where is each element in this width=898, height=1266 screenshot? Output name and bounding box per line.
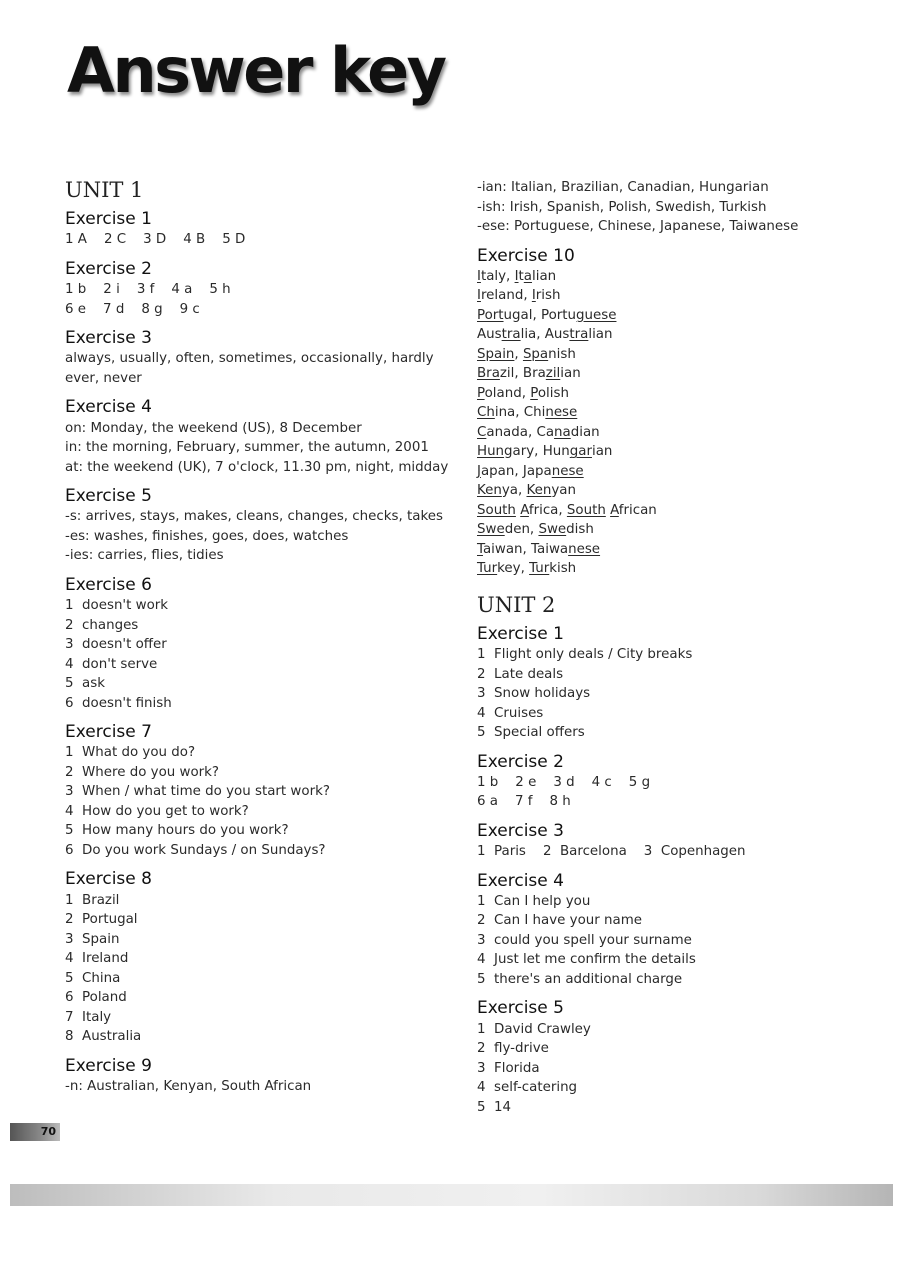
answer-line: 4 How do you get to work?: [65, 803, 249, 819]
stressed-syllable: Tur: [529, 561, 550, 577]
stressed-syllable: Spa: [522, 346, 549, 362]
answer-line: 3 could you spell your surname: [477, 932, 692, 948]
answer-line: 3 When / what time do you start work?: [65, 784, 330, 800]
text-segment: ian: [591, 444, 613, 460]
answer-line: -es: washes, finishes, goes, does, watches: [65, 528, 349, 544]
answer-line: 4 Ireland: [65, 951, 129, 967]
country-nationality-line: [477, 423, 877, 443]
exercise-title: Exercise 10: [477, 245, 575, 266]
exercise-title: Exercise 5: [65, 486, 152, 507]
bottom-scan-bar: [10, 1184, 893, 1206]
stressed-syllable: nese: [568, 541, 601, 557]
exercise-title: Exercise 4: [477, 870, 564, 891]
answer-line: 1 doesn't work: [65, 598, 169, 614]
answer-line: 2 changes: [65, 617, 139, 633]
unit-1-exercise-4: [65, 397, 460, 477]
text-segment: zil, Bra: [499, 366, 546, 382]
text-segment: dian: [570, 424, 600, 440]
stressed-syllable: nese: [551, 463, 584, 479]
text-segment: ian: [560, 366, 581, 382]
country-nationality-line: [477, 345, 877, 365]
stressed-syllable: Bra: [477, 366, 500, 382]
exercise-title: Exercise 2: [65, 258, 152, 279]
country-nationality-line: [477, 325, 877, 345]
stressed-syllable: T: [477, 541, 483, 557]
unit-1-exercise-1: [65, 209, 460, 250]
text-segment: dish: [566, 522, 594, 538]
text-segment: ya,: [501, 483, 527, 499]
answer-line: 6 Poland: [65, 990, 127, 1006]
unit-2-exercise-4: [477, 871, 877, 990]
answer-line: 1 What do you do?: [65, 745, 196, 761]
text-segment: aiwan, Taiwa: [482, 541, 569, 557]
text-segment: anada, Ca: [486, 424, 555, 440]
stressed-syllable: A: [610, 502, 619, 518]
answer-line: 3 doesn't offer: [65, 637, 167, 653]
country-nationality-line: [477, 306, 877, 326]
text-segment: rish: [535, 288, 561, 304]
answer-line: 1 b 2 e 3 d 4 c 5 g: [477, 774, 651, 790]
answer-line: 1 Paris 2 Barcelona 3 Copenhagen: [477, 844, 746, 860]
answer-line: -s: arrives, stays, makes, cleans, changes, checks, takes: [65, 509, 443, 525]
stressed-syllable: P: [530, 385, 538, 401]
unit-1-exercise-2: [65, 259, 460, 319]
stressed-syllable: nese: [545, 405, 578, 421]
answer-line: 5 Special offers: [477, 725, 585, 741]
stressed-syllable: J: [477, 463, 481, 479]
text-segment: kish: [549, 561, 577, 577]
answer-line: 1 David Crawley: [477, 1021, 591, 1037]
exercise-title: Exercise 2: [477, 751, 564, 772]
answer-line: 2 Late deals: [477, 666, 564, 682]
country-nationality-line: [477, 442, 877, 462]
stressed-syllable: I: [531, 288, 536, 304]
text-segment: ,: [514, 346, 523, 362]
stressed-syllable: tra: [501, 327, 521, 343]
answer-line: 1 Can I help you: [477, 893, 591, 909]
country-nationality-line: [477, 403, 877, 423]
text-segment: reland,: [480, 288, 532, 304]
exercise-title: Exercise 8: [65, 869, 152, 890]
answer-line: always, usually, often, sometimes, occasionally, hardly: [65, 351, 434, 367]
text-segment: taly,: [480, 268, 515, 284]
unit-1-exercise-3: [65, 328, 460, 388]
exercise-title: Exercise 3: [65, 328, 152, 349]
stressed-syllable: South: [477, 502, 516, 518]
text-segment: lia, Aus: [520, 327, 570, 343]
stressed-syllable: Ken: [477, 483, 502, 499]
stressed-syllable: Tur: [477, 561, 498, 577]
text-segment: olish: [537, 385, 569, 401]
text-segment: ina, Chi: [494, 405, 546, 421]
answer-line: 2 Where do you work?: [65, 764, 220, 780]
stressed-syllable: Ken: [526, 483, 552, 499]
unit-2-exercise-list: [477, 624, 877, 1117]
answer-line: 1 b 2 i 3 f 4 a 5 h: [65, 282, 231, 298]
stressed-syllable: na: [554, 424, 571, 440]
answer-line: 3 Spain: [65, 931, 120, 947]
answer-line: 3 Snow holidays: [477, 686, 591, 702]
exercise-title: Exercise 9: [65, 1055, 152, 1076]
answer-line: -ies: carries, flies, tidies: [65, 548, 224, 564]
country-nationality-line: [477, 559, 877, 579]
stressed-syllable: Hun: [477, 444, 505, 460]
text-segment: lian: [588, 327, 613, 343]
exercise-title: Exercise 6: [65, 574, 152, 595]
answer-line: 5 14: [477, 1099, 512, 1115]
answer-line: 6 a 7 f 8 h: [477, 794, 571, 810]
page-title: Answer key: [67, 34, 445, 107]
text-segment: frica,: [528, 502, 567, 518]
stressed-syllable: South: [566, 502, 606, 518]
country-nationality-line: [477, 267, 877, 287]
country-nationality-line: [477, 384, 877, 404]
stressed-syllable: a: [523, 268, 533, 284]
unit-2-exercise-2: [477, 752, 877, 812]
answer-line: -ian: Italian, Brazilian, Canadian, Hungarian: [477, 180, 769, 195]
stressed-syllable: P: [477, 385, 485, 401]
answer-line: 5 China: [65, 970, 121, 986]
unit-1-exercise-8: [65, 869, 460, 1046]
answer-line: 5 ask: [65, 676, 105, 692]
stressed-syllable: Port: [477, 307, 504, 323]
exercise-9-continued: [477, 178, 877, 237]
stressed-syllable: I: [477, 268, 481, 284]
answer-line: 2 Portugal: [65, 912, 138, 928]
text-segment: t: [518, 268, 524, 284]
answer-line: 3 Florida: [477, 1060, 540, 1076]
exercise-title: Exercise 7: [65, 722, 152, 743]
stressed-syllable: I: [477, 288, 481, 304]
stressed-syllable: A: [520, 502, 529, 518]
country-nationality-line: [477, 286, 877, 306]
answer-line: at: the weekend (UK), 7 o'clock, 11.30 pm, night, midday: [65, 459, 449, 475]
unit-1-exercise-list: [65, 209, 460, 1096]
unit-1-exercise-7: [65, 722, 460, 860]
exercise-title: Exercise 1: [65, 209, 152, 230]
stressed-syllable: Swe: [538, 522, 567, 538]
country-nationality-line: [477, 501, 877, 521]
page-number: 70: [10, 1123, 60, 1141]
text-segment: den,: [504, 522, 539, 538]
unit-2-exercise-5: [477, 998, 877, 1117]
answer-line: 1 Flight only deals / City breaks: [477, 647, 693, 663]
answer-line: 6 Do you work Sundays / on Sundays?: [65, 842, 326, 858]
answer-line: 6 e 7 d 8 g 9 c: [65, 301, 200, 317]
unit-1-exercise-9: [65, 1056, 460, 1097]
stressed-syllable: guese: [576, 307, 617, 323]
answer-line: 1 A 2 C 3 D 4 B 5 D: [65, 232, 246, 248]
answer-line: -ese: Portuguese, Chinese, Japanese, Taiwanese: [477, 219, 799, 234]
text-segment: gary, Hun: [504, 444, 570, 460]
text-segment: lian: [532, 268, 557, 284]
stressed-syllable: tra: [569, 327, 589, 343]
stressed-syllable: C: [477, 424, 487, 440]
answer-line: on: Monday, the weekend (US), 8 December: [65, 420, 362, 436]
answer-line: 2 fly-drive: [477, 1041, 549, 1057]
stressed-syllable: Ch: [477, 405, 495, 421]
stressed-syllable: Spain: [477, 346, 515, 362]
text-segment: apan, Japa: [480, 463, 552, 479]
unit-2-exercise-1: [477, 624, 877, 743]
text-segment: ugal, Portu: [503, 307, 577, 323]
left-column: [65, 178, 460, 1105]
exercise-10: [477, 246, 877, 579]
text-segment: yan: [551, 483, 576, 499]
text-segment: Aus: [477, 327, 502, 343]
exercise-title: Exercise 4: [65, 397, 152, 418]
answer-line: 4 don't serve: [65, 656, 158, 672]
exercise-title: Exercise 3: [477, 820, 564, 841]
stressed-syllable: zil: [545, 366, 561, 382]
text-segment: frican: [618, 502, 657, 518]
stressed-syllable: gar: [569, 444, 592, 460]
answer-line: 6 doesn't finish: [65, 695, 172, 711]
country-nationality-line: [477, 462, 877, 482]
answer-line: 8 Australia: [65, 1029, 142, 1045]
answer-line: 4 Cruises: [477, 705, 544, 721]
text-segment: oland,: [484, 385, 531, 401]
text-segment: nish: [548, 346, 576, 362]
country-nationality-line: [477, 520, 877, 540]
stressed-syllable: Swe: [477, 522, 505, 538]
answer-line: ever, never: [65, 370, 142, 386]
unit-2-heading: UNIT 2: [477, 592, 556, 617]
country-nationality-line: [477, 364, 877, 384]
exercise-title: Exercise 5: [477, 998, 564, 1019]
country-nationality-line: [477, 540, 877, 560]
answer-line: -ish: Irish, Spanish, Polish, Swedish, Turkish: [477, 199, 767, 215]
answer-line: -n: Australian, Kenyan, South African: [65, 1078, 312, 1094]
answer-line: 1 Brazil: [65, 892, 120, 908]
answer-line: 4 Just let me confirm the details: [477, 952, 696, 968]
right-column: [477, 178, 877, 1126]
stressed-syllable: I: [514, 268, 519, 284]
unit-1-exercise-5: [65, 486, 460, 566]
unit-1-heading: UNIT 1: [65, 178, 144, 202]
answer-line: 7 Italy: [65, 1009, 112, 1025]
answer-line: 2 Can I have your name: [477, 913, 642, 929]
exercise-title: Exercise 1: [477, 623, 564, 644]
answer-line: 5 How many hours do you work?: [65, 823, 289, 839]
text-segment: key,: [497, 561, 530, 577]
answer-line: in: the morning, February, summer, the autumn, 2001: [65, 440, 429, 456]
country-nationality-line: [477, 481, 877, 501]
unit-2-exercise-3: [477, 821, 877, 862]
answer-line: 4 self-catering: [477, 1080, 578, 1096]
answer-line: 5 there's an additional charge: [477, 971, 683, 987]
unit-1-exercise-6: [65, 575, 460, 713]
